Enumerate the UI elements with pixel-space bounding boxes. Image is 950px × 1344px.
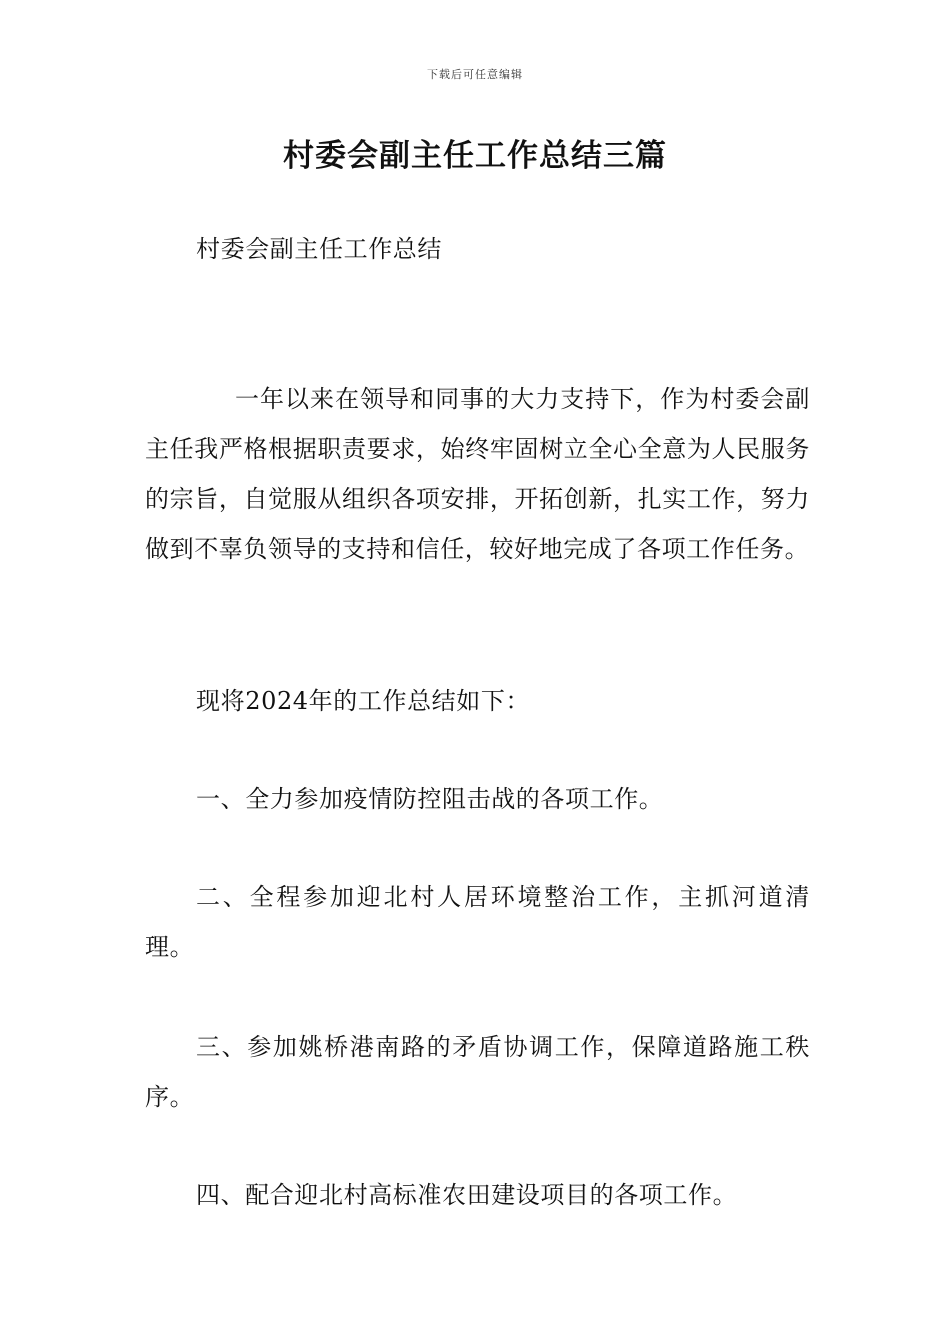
intro-paragraph: 一年以来在领导和同事的大力支持下，作为村委会副主任我严格根据职责要求，始终牢固树立全心全意为人民服务的宗旨，自觉服从组织各项安排，开拓创新，扎实工作，努力做到不辜负领导的支持和信任，较好地完成了各项工作任务。: [145, 385, 810, 563]
list-item: 四、配合迎北村高标准农田建设项目的各项工作。: [196, 1181, 738, 1209]
list-item: 三、参加姚桥港南路的矛盾协调工作，保障道路施工秩序。: [145, 1033, 810, 1111]
summary-lead: 现将2024年的工作总结如下：: [196, 687, 531, 715]
list-item: 二、全程参加迎北村人居环境整治工作，主抓河道清理。: [145, 883, 810, 961]
list-item: 一、全力参加疫情防控阻击战的各项工作。: [196, 785, 664, 813]
section-subtitle: 村委会副主任工作总结: [196, 235, 442, 263]
header-note: 下载后可任意编辑: [427, 68, 523, 81]
document-title: 村委会副主任工作总结三篇: [283, 138, 667, 174]
